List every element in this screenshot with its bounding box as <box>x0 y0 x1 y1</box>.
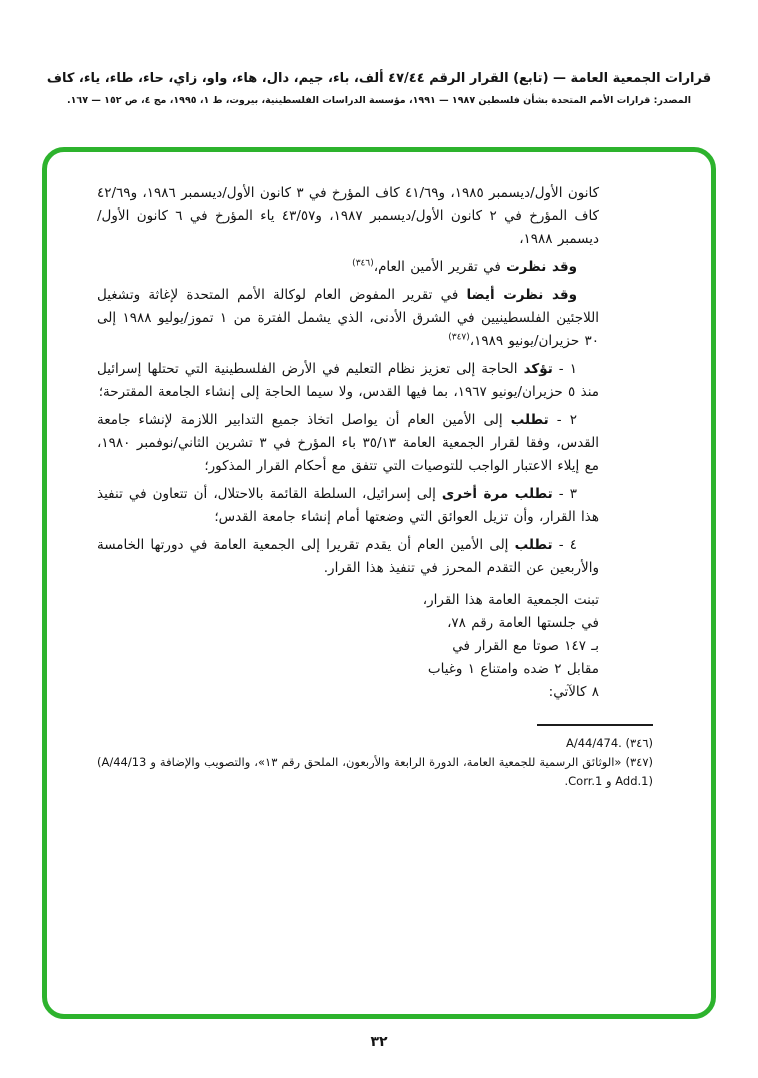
paragraph: وقد نظرت في تقرير الأمين العام،$^{(٣٤٦)}$ <box>352 258 577 275</box>
paragraph: ٤ - تطلب إلى الأمين العام أن يقدم تقريرا إلى الجمعية العامة في دورتها الخامسة والأربعين عن التقدم المحرز في تنفيذ هذا القرار. <box>97 537 599 576</box>
header-source: المصدر: قرارات الأمم المتحدة بشأن فلسطين ١٩٨٧ — ١٩٩١، مؤسسة الدراسات الفلسطينية، بيروت، ط ١، ١٩٩٥، مج ٤، ص ١٥٢ — ١٦٧. <box>67 95 691 106</box>
page-header <box>30 70 728 106</box>
footnote: (٣٤٧) «الوثائق الرسمية للجمعية العامة، الدورة الرابعة والأربعون، الملحق رقم ١٣»، والتصويب والإضافة ‪(A/44/13 و Corr.1 و Add.1)‬. <box>97 755 653 788</box>
document-frame <box>42 147 716 1019</box>
paragraph: ٣ - تطلب مرة أخرى إلى إسرائيل، السلطة القائمة بالاحتلال، أن تتعاون في تنفيذ هذا القرار، وأن تزيل العوائق التي وضعتها أمام إنشاء جامعة القدس؛ <box>97 486 599 525</box>
page-number: ٣٢ <box>370 1034 388 1050</box>
paragraph: تبنت الجمعية العامة هذا القرار، في جلستها العامة رقم ٧٨، بـ ١٤٧ صوتا مع القرار في مقابل ٢ ضده وامتناع ١ وغياب ٨ كالآتي: <box>422 592 599 700</box>
paragraph: وقد نظرت أيضا في تقرير المفوض العام لوكالة الأمم المتحدة لإغاثة وتشغيل اللاجئين الفلسطينيين في الشرق الأدنى، الذي يشمل الفترة من ١ تموز/يوليو ١٩٨٨ إلى ٣٠ حزيران/يونيو ١٩٨٩،$^{(٣٤٧)}$ <box>97 287 599 349</box>
header-title: قرارات الجمعية العامة — (تابع) القرار الرقم ٤٧/٤٤ ألف، باء، جيم، دال، هاء، واو، زاي، حاء، طاء، ياء، كاف <box>46 71 712 86</box>
footnote-separator <box>537 724 653 726</box>
paragraph: كانون الأول/ديسمبر ١٩٨٥، و٤١/٦٩ كاف المؤرخ في ٣ كانون الأول/ديسمبر ١٩٨٦، و٤٢/٦٩ كاف المؤرخ في ٢ كانون الأول/ديسمبر ١٩٨٧، و٤٣/٥٧ ياء المؤرخ في ٦ كانون الأول/ديسمبر ١٩٨٨، <box>97 185 599 247</box>
paragraph: ١ - تؤكد الحاجة إلى تعزيز نظام التعليم في الأرض الفلسطينية التي تحتلها إسرائيل منذ ٥ حزيران/يونيو ١٩٦٧، بما فيها القدس، ولا سيما الحاجة إلى إنشاء الجامعة المقترحة؛ <box>97 361 599 400</box>
body-paragraphs <box>47 152 711 704</box>
paragraph: ٢ - تطلب إلى الأمين العام أن يواصل اتخاذ جميع التدابير اللازمة لإنشاء جامعة القدس، وفقا لقرار الجمعية العامة ٣٥/١٣ باء المؤرخ في ٣ تشرين الثاني/نوفمبر ١٩٨٠، مع إيلاء الاعتبار الواجب للتوصيات التي تتفق مع أحكام القرار المذكور؛ <box>97 412 599 474</box>
footnotes-list <box>47 734 711 791</box>
footnote: (٣٤٦) A/44/474.‎ <box>565 736 653 750</box>
